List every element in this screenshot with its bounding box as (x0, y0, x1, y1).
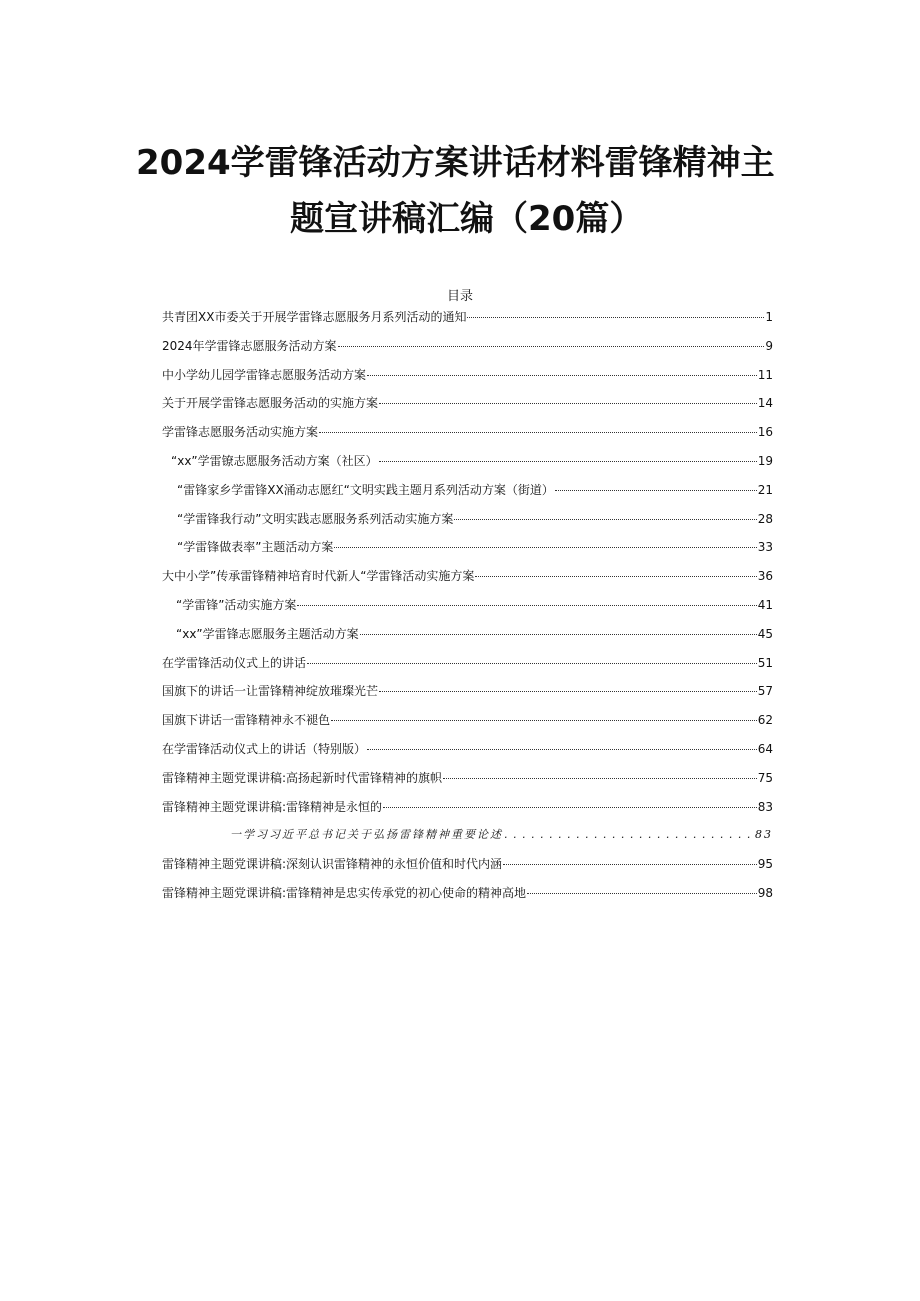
toc-entry[interactable] (162, 653, 773, 673)
toc-leader-dots (443, 778, 757, 779)
toc-leader-dots (379, 403, 757, 404)
toc-entry-label: 国旗下的讲话一让雷锋精神绽放璀璨光芒 (162, 684, 379, 698)
toc-entry[interactable] (162, 365, 773, 385)
toc-entry-label: 雷锋精神主题党课讲稿:雷锋精神是忠实传承党的初心使命的精神高地 (162, 886, 527, 900)
toc-entry[interactable] (171, 451, 773, 471)
toc-entry-page-number: 41 (757, 598, 773, 612)
toc-entry-label: 大中小学”传承雷锋精神培育时代新人“学雷锋活动实施方案 (162, 569, 475, 583)
toc-entry-page-number: 95 (757, 857, 773, 871)
toc-entry[interactable] (177, 537, 773, 557)
toc-leader-dots (504, 825, 754, 845)
toc-leader-dots (338, 346, 765, 347)
toc-leader-dots (307, 663, 757, 664)
toc-entry[interactable] (176, 595, 773, 615)
toc-leader-dots (367, 749, 757, 750)
toc-entry-label: “学雷锋做表率”主题活动方案 (177, 540, 334, 554)
toc-entry-page-number: 51 (757, 656, 773, 670)
toc-entry[interactable] (177, 509, 773, 529)
toc-leader-dots (331, 720, 757, 721)
toc-entry-page-number: 14 (757, 396, 773, 410)
toc-entry-label: 雷锋精神主题党课讲稿:雷锋精神是永恒的 (162, 800, 383, 814)
toc-entry-label: “xx”学雷锋志愿服务主题活动方案 (176, 627, 359, 641)
toc-entry-page-number: 21 (757, 483, 773, 497)
toc-entry-label: 共青团XX市委关于开展学雷锋志愿服务月系列活动的通知 (162, 310, 467, 324)
toc-entry-page-number: 1 (765, 310, 773, 324)
toc-leader-dots (454, 519, 756, 520)
toc-leader-dots (360, 634, 757, 635)
toc-entry-page-number: 57 (757, 684, 773, 698)
toc-entry-page-number: 36 (757, 569, 773, 583)
toc-entry[interactable] (162, 307, 773, 327)
toc-entry[interactable] (230, 825, 773, 845)
toc-entry-page-number: 64 (757, 742, 773, 756)
toc-entry-page-number: 11 (757, 368, 773, 382)
toc-entry[interactable] (162, 739, 773, 759)
toc-entry-label: 中小学幼儿园学雷锋志愿服务活动方案 (162, 368, 367, 382)
toc-leader-dots (379, 461, 757, 462)
toc-entry-label: 学雷锋志愿服务活动实施方案 (162, 425, 319, 439)
toc-entry-label: 一学习习近平总书记关于弘扬雷锋精神重要论述 (230, 828, 503, 841)
toc-entry-label: 雷锋精神主题党课讲稿:高扬起新时代雷锋精神的旗帜 (162, 771, 443, 785)
toc-entry-page-number: 98 (757, 886, 773, 900)
toc-entry-page-number: 83 (755, 828, 773, 841)
toc-entry[interactable] (162, 710, 773, 730)
toc-entry[interactable] (162, 393, 773, 413)
toc-leader-dots (555, 490, 757, 491)
toc-entry[interactable] (176, 624, 773, 644)
toc-entry[interactable] (162, 854, 773, 874)
toc-entry-label: 在学雷锋活动仪式上的讲话（特别版） (162, 742, 367, 756)
toc-leader-dots (467, 317, 764, 318)
toc-leader-dots (527, 893, 757, 894)
toc-leader-dots (297, 605, 756, 606)
toc-leader-dots (334, 547, 756, 548)
toc-entry[interactable] (162, 422, 773, 442)
document-title-line-2: 题宣讲稿汇编（20篇） (290, 199, 644, 239)
toc-leader-dots (367, 375, 757, 376)
toc-entry-page-number: 28 (757, 512, 773, 526)
toc-entry-page-number: 83 (757, 800, 773, 814)
toc-entry-page-number: 16 (757, 425, 773, 439)
toc-leader-dots (379, 691, 757, 692)
toc-entry-label: 国旗下讲话一雷锋精神永不褪色 (162, 713, 331, 727)
toc-entry-label: 关于开展学雷锋志愿服务活动的实施方案 (162, 396, 379, 410)
toc-heading: 目录 (446, 289, 473, 304)
toc-entry[interactable] (162, 336, 773, 356)
toc-entry[interactable] (162, 883, 773, 903)
toc-entry-label: “学雷锋我行动”文明实践志愿服务系列活动实施方案 (177, 512, 454, 526)
toc-entry-label: 在学雷锋活动仪式上的讲话 (162, 656, 307, 670)
toc-entry-label: “xx”学雷镣志愿服务活动方案（社区） (171, 454, 378, 468)
toc-entry-page-number: 33 (757, 540, 773, 554)
toc-entry[interactable] (162, 566, 773, 586)
toc-entry-label: “学雷锋”活动实施方案 (176, 598, 297, 612)
toc-entry[interactable] (177, 480, 773, 500)
toc-leader-dots (383, 807, 757, 808)
toc-entry-label: 2024年学雷锋志愿服务活动方案 (162, 339, 337, 353)
toc-entry-page-number: 75 (757, 771, 773, 785)
toc-entry-label: “雷锋家乡学雷锋XX涌动志愿红“文明实践主题月系列活动方案（街道） (177, 483, 554, 497)
toc-entry[interactable] (162, 681, 773, 701)
toc-entry-page-number: 9 (765, 339, 773, 353)
toc-leader-dots (475, 576, 756, 577)
toc-leader-dots (503, 864, 757, 865)
toc-entry-page-number: 62 (757, 713, 773, 727)
toc-entry-page-number: 45 (757, 627, 773, 641)
toc-entry-page-number: 19 (757, 454, 773, 468)
toc-entry[interactable] (162, 797, 773, 817)
toc-entry[interactable] (162, 768, 773, 788)
toc-leader-dots (319, 432, 757, 433)
document-title-line-1: 2024学雷锋活动方案讲话材料雷锋精神主 (136, 143, 775, 183)
toc-entry-label: 雷锋精神主题党课讲稿:深刻认识雷锋精神的永恒价值和时代内涵 (162, 857, 503, 871)
